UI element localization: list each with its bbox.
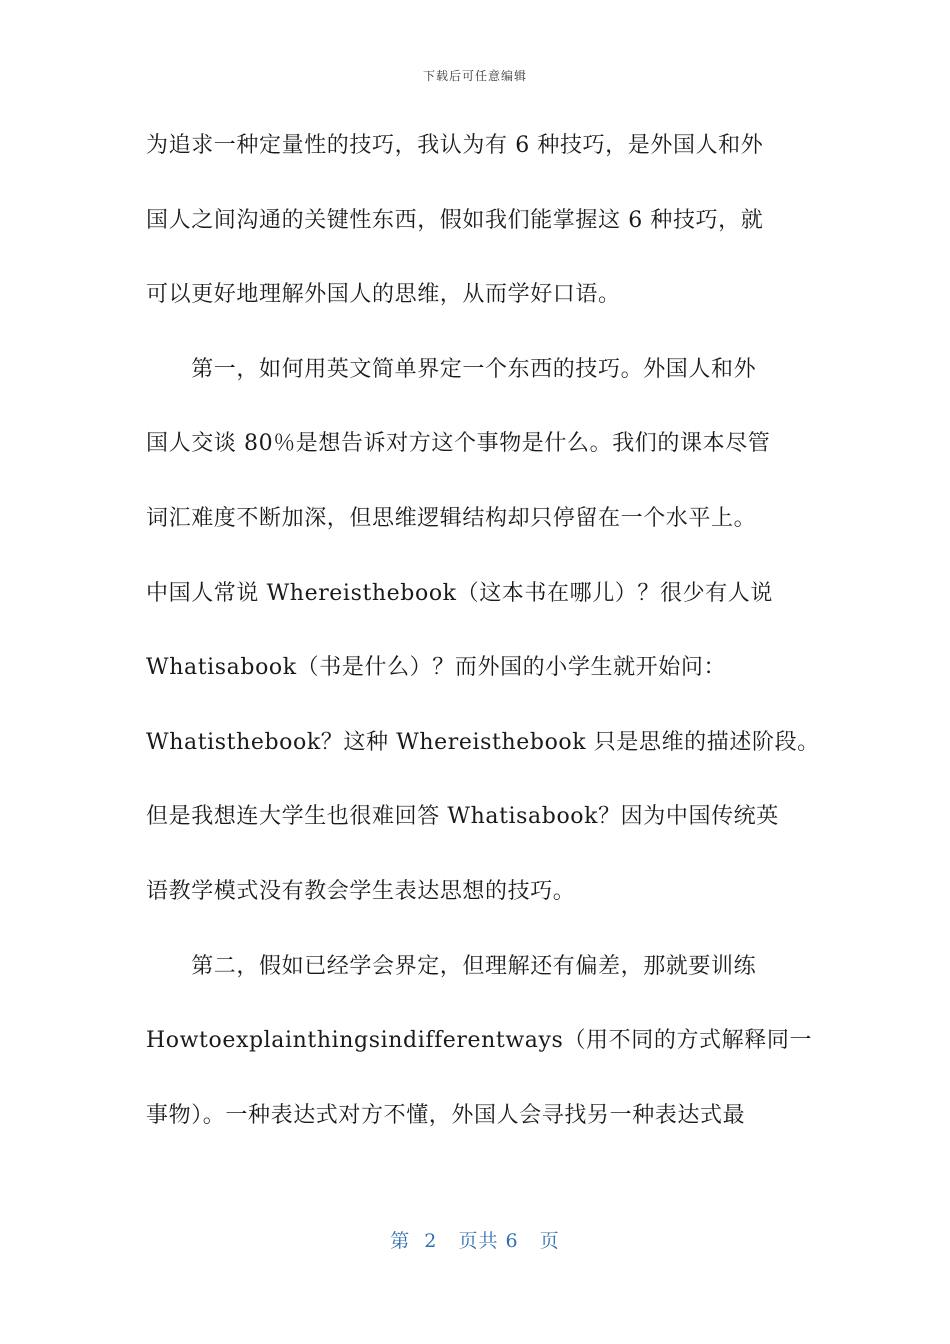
text-line: 词汇难度不断加深，但思维逻辑结构却只停留在一个水平上。 bbox=[146, 506, 757, 531]
text-line: 第二，假如已经学会界定，但理解还有偏差，那就要训练 bbox=[146, 954, 757, 979]
page-header: 下载后可任意编辑 bbox=[422, 69, 527, 83]
text-line: Whatisthebook？这种 Whereisthebook 只是思维的描述阶段。 bbox=[146, 730, 820, 755]
text-line: Howtoexplainthingsindifferentways（用不同的方式解释同一 bbox=[146, 1028, 813, 1053]
text-line: 第一，如何用英文简单界定一个东西的技巧。外国人和外 bbox=[146, 357, 757, 382]
text-line: 语教学模式没有教会学生表达思想的技巧。 bbox=[146, 879, 576, 904]
text-line: 中国人常说 Whereisthebook（这本书在哪儿）？很少有人说 bbox=[146, 581, 773, 606]
text-line: Whatisabook（书是什么）？而外国的小学生就开始问： bbox=[146, 655, 727, 680]
text-line: 可以更好地理解外国人的思维，从而学好口语。 bbox=[146, 282, 621, 307]
text-line: 为追求一种定量性的技巧，我认为有 6 种技巧，是外国人和外 bbox=[146, 133, 764, 158]
text-line: 事物）。一种表达式对方不懂，外国人会寻找另一种表达式最 bbox=[146, 1103, 746, 1128]
text-line: 但是我想连大学生也很难回答 Whatisabook？因为中国传统英 bbox=[146, 804, 779, 829]
page-footer: 第 2 页共 6 页 bbox=[390, 1230, 560, 1252]
text-line: 国人之间沟通的关键性东西，假如我们能掌握这 6 种技巧，就 bbox=[146, 208, 764, 233]
text-line: 国人交谈 80％是想告诉对方这个事物是什么。我们的课本尽管 bbox=[146, 431, 771, 456]
